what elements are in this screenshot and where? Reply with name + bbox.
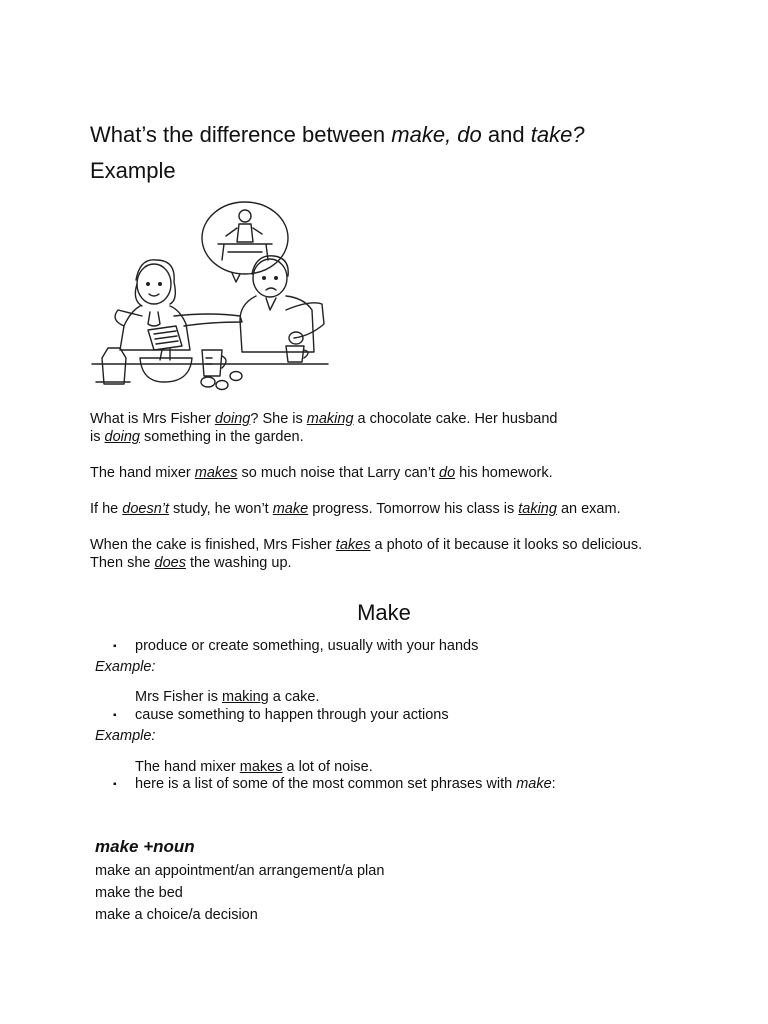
text-run: progress. Tomorrow his class is — [308, 501, 519, 517]
text-run: Mrs Fisher is — [135, 689, 222, 705]
text-run: his homework. — [455, 465, 553, 481]
verb-highlight: do — [439, 465, 456, 481]
example-sentence-1 — [135, 688, 320, 706]
example-heading: Example — [90, 158, 176, 183]
story-paragraph-2 — [90, 464, 553, 482]
text-run: here is a list of some of the most common set phrases with — [135, 776, 517, 792]
text-run: If he — [90, 501, 123, 517]
text-run: so much noise that Larry can’t — [237, 465, 439, 481]
example-label-1: Example: — [95, 659, 156, 675]
text-run: a cake. — [268, 689, 320, 705]
text-run: a photo of it because it looks so delicious. — [370, 537, 643, 553]
verb-highlight: takes — [335, 537, 371, 553]
cooking-couple-illustration — [90, 200, 330, 395]
bullet-icon: ▪ — [113, 641, 117, 652]
text-run: When the cake is finished, Mrs Fisher — [90, 537, 336, 553]
verb-highlight: does — [154, 555, 186, 571]
page-title — [90, 122, 585, 148]
verb-highlight: makes — [194, 465, 238, 481]
title-text: What’s the difference between — [90, 122, 392, 147]
title-make: make, — [391, 122, 458, 147]
text-run: the washing up. — [185, 555, 292, 571]
verb-highlight: makes — [239, 759, 283, 775]
text-run: What is Mrs Fisher — [90, 411, 215, 427]
phrase-item: make a choice/a decision — [95, 907, 258, 923]
phrase-item: make an appointment/an arrangement/a plan — [95, 863, 385, 879]
title-take: take? — [530, 122, 585, 147]
story-paragraph-1-line-2 — [90, 428, 304, 446]
example-sentence-2 — [135, 758, 373, 776]
text-run: a chocolate cake. Her husband — [353, 411, 558, 427]
text-run: The hand mixer — [90, 465, 195, 481]
verb-highlight: doing — [214, 411, 251, 427]
bullet-item-2: cause something to happen through your actions — [135, 707, 449, 723]
text-run: study, he won’t — [169, 501, 273, 517]
title-and: and — [481, 122, 531, 147]
text-run: The hand mixer — [135, 759, 240, 775]
story-paragraph-4-line-2 — [90, 554, 292, 572]
text-run: an exam. — [556, 501, 621, 517]
text-run: a lot of noise. — [282, 759, 373, 775]
text-run: something in the garden. — [139, 429, 304, 445]
italic-word: make — [516, 776, 552, 792]
story-paragraph-4-line-1 — [90, 536, 642, 554]
bullet-icon: ▪ — [113, 710, 117, 721]
text-run: is — [90, 429, 105, 445]
verb-highlight: taking — [518, 501, 557, 517]
text-run: Then she — [90, 555, 155, 571]
verb-highlight: making — [306, 411, 354, 427]
story-paragraph-3 — [90, 500, 621, 518]
bullet-item-3 — [135, 775, 556, 793]
verb-highlight: doesn’t — [122, 501, 170, 517]
make-heading: Make — [357, 600, 411, 625]
text-run: ? She is — [250, 411, 307, 427]
example-label-2: Example: — [95, 728, 156, 744]
text-run: : — [551, 776, 556, 792]
verb-highlight: make — [272, 501, 309, 517]
title-do: do — [457, 122, 482, 147]
bullet-item-1: produce or create something, usually with your hands — [135, 638, 479, 654]
verb-highlight: making — [222, 689, 269, 705]
verb-highlight: doing — [104, 429, 140, 445]
phrase-item: make the bed — [95, 885, 183, 901]
make-noun-subheading: make +noun — [95, 837, 195, 856]
story-paragraph-1-line-1 — [90, 410, 557, 428]
bullet-icon: ▪ — [113, 779, 117, 790]
